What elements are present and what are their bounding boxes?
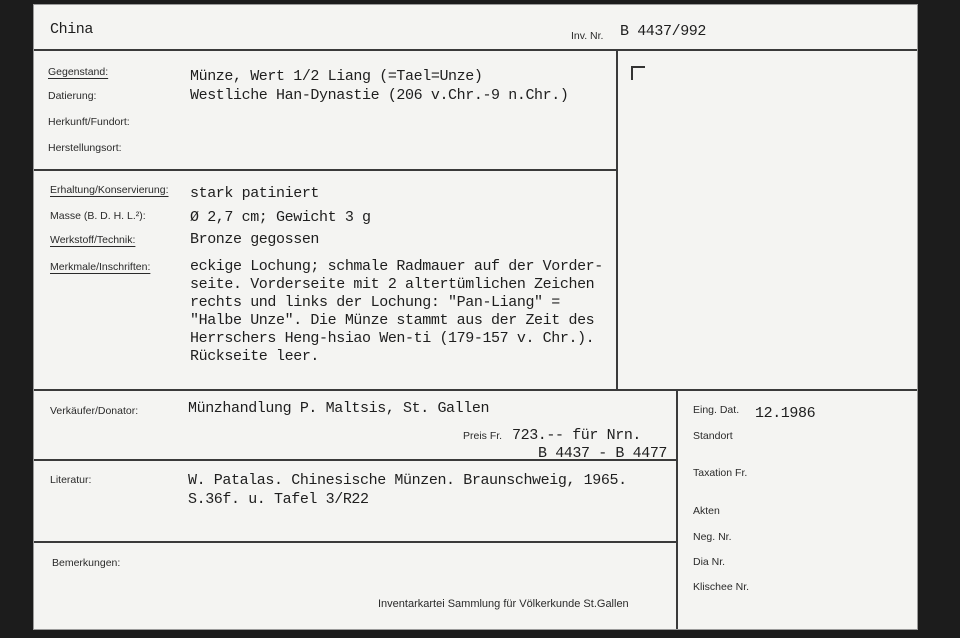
literatur-label: Literatur: bbox=[50, 474, 92, 486]
akten-label: Akten bbox=[693, 505, 720, 517]
gegenstand-value: Münze, Wert 1/2 Liang (=Tael=Unze) bbox=[190, 68, 483, 85]
preis-label: Preis Fr. bbox=[463, 430, 503, 442]
merkmale-line: rechts und links der Lochung: "Pan-Liang" = bbox=[190, 294, 560, 311]
neg-nr-label: Neg. Nr. bbox=[693, 531, 732, 543]
footer-text: Inventarkartei Sammlung für Völkerkunde St.Gallen bbox=[378, 598, 629, 610]
datierung-label: Datierung: bbox=[48, 90, 97, 102]
divider-condition bbox=[33, 389, 918, 391]
erhaltung-label: Erhaltung/Konservierung: bbox=[50, 184, 169, 196]
literatur-line-2: S.36f. u. Tafel 3/R22 bbox=[188, 491, 369, 508]
eing-dat-label: Eing. Dat. bbox=[693, 404, 740, 416]
divider-literature bbox=[33, 541, 676, 543]
gegenstand-label: Gegenstand: bbox=[48, 66, 109, 78]
divider-header bbox=[33, 49, 918, 51]
divider-object bbox=[33, 169, 616, 171]
merkmale-label: Merkmale/Inschriften: bbox=[50, 261, 151, 273]
erhaltung-value: stark patiniert bbox=[190, 185, 320, 202]
inv-label: Inv. Nr. bbox=[571, 30, 604, 42]
corner-mark-icon bbox=[631, 66, 645, 80]
werkstoff-value: Bronze gegossen bbox=[190, 231, 320, 248]
masse-label: Masse (B. D. H. L.²): bbox=[50, 210, 146, 222]
merkmale-line: seite. Vorderseite mit 2 altertümlichen Zeichen bbox=[190, 276, 595, 293]
standort-label: Standort bbox=[693, 430, 733, 442]
herstellungsort-label: Herstellungsort: bbox=[48, 142, 122, 154]
bemerkungen-label: Bemerkungen: bbox=[52, 557, 121, 569]
merkmale-line: Herrschers Heng-hsiao Wen-ti (179-157 v. Chr.). bbox=[190, 330, 595, 347]
dia-nr-label: Dia Nr. bbox=[693, 556, 726, 568]
werkstoff-label: Werkstoff/Technik: bbox=[50, 234, 136, 246]
merkmale-line: "Halbe Unze". Die Münze stammt aus der Zeit des bbox=[190, 312, 595, 329]
klischee-nr-label: Klischee Nr. bbox=[693, 581, 750, 593]
country: China bbox=[50, 21, 94, 38]
divider-right-panel bbox=[616, 49, 618, 389]
seller-value: Münzhandlung P. Maltsis, St. Gallen bbox=[188, 400, 490, 417]
inv-number: B 4437/992 bbox=[620, 23, 707, 40]
seller-label: Verkäufer/Donator: bbox=[50, 405, 139, 417]
preis-value: 723.-- für Nrn. bbox=[512, 427, 642, 444]
merkmale-line: eckige Lochung; schmale Radmauer auf der Vorder- bbox=[190, 258, 603, 275]
divider-eing bbox=[676, 389, 678, 630]
masse-value: Ø 2,7 cm; Gewicht 3 g bbox=[190, 209, 371, 226]
literatur-line-1: W. Patalas. Chinesische Münzen. Braunschweig, 1965. bbox=[188, 472, 627, 489]
eing-dat-value: 12.1986 bbox=[755, 405, 816, 422]
merkmale-line: Rückseite leer. bbox=[190, 348, 320, 365]
datierung-value: Westliche Han-Dynastie (206 v.Chr.-9 n.Chr.) bbox=[190, 87, 569, 104]
preis-range: B 4437 - B 4477 bbox=[538, 445, 668, 462]
herkunft-label: Herkunft/Fundort: bbox=[48, 116, 130, 128]
taxation-label: Taxation Fr. bbox=[693, 467, 748, 479]
merkmale-text bbox=[190, 258, 603, 366]
